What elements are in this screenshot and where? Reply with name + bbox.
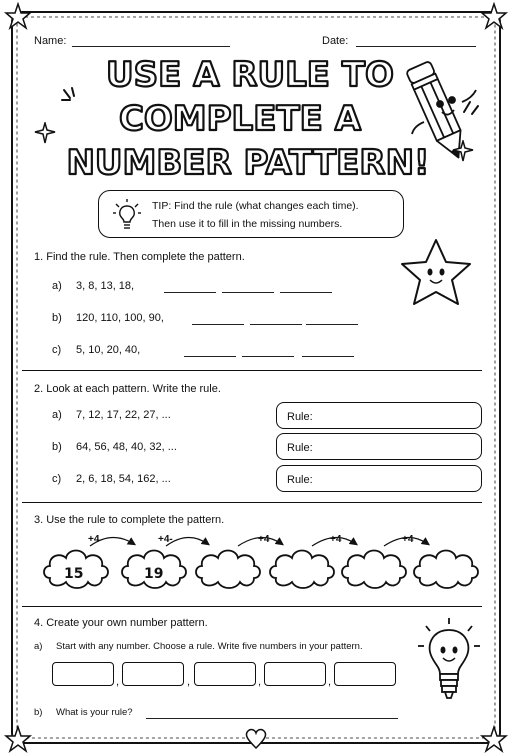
answer-blank[interactable] xyxy=(306,324,358,325)
corner-star-icon xyxy=(482,727,506,751)
step-label: +4 xyxy=(258,534,270,545)
answer-blank[interactable] xyxy=(280,292,332,293)
sparkle-icon xyxy=(452,140,474,162)
answer-blank[interactable] xyxy=(302,356,354,357)
step-label: +4 xyxy=(330,534,342,545)
sequence-text: 120, 110, 100, 90, xyxy=(76,312,164,324)
name-label: Name: xyxy=(34,35,67,47)
step-label: +4 xyxy=(402,534,414,545)
number-box[interactable] xyxy=(334,662,396,686)
sparkle-icon xyxy=(60,86,84,110)
title-line-2: COMPLETE A xyxy=(118,99,362,139)
number-box[interactable] xyxy=(264,662,326,686)
heart-icon xyxy=(246,730,265,748)
instruction-text: Start with any number. Choose a rule. Write five numbers in your pattern. xyxy=(56,641,363,652)
sequence-text: 64, 56, 48, 40, 32, ... xyxy=(76,441,177,453)
step-label: +4- xyxy=(158,534,173,545)
date-field[interactable] xyxy=(356,46,476,47)
star-character-icon xyxy=(396,236,476,310)
item-label: c) xyxy=(52,344,62,356)
question-text: What is your rule? xyxy=(56,707,133,718)
cloud-value: 15 xyxy=(64,566,84,582)
rule-answer-line[interactable] xyxy=(146,718,398,719)
item-label: a) xyxy=(52,280,62,292)
item-label: c) xyxy=(52,473,62,485)
item-label: b) xyxy=(52,441,62,453)
section-4-heading: 4. Create your own number pattern. xyxy=(34,617,208,629)
number-box[interactable] xyxy=(122,662,184,686)
corner-star-icon xyxy=(6,4,30,28)
rule-answer-box[interactable] xyxy=(276,433,482,460)
title-line-3: NUMBER PATTERN! xyxy=(66,143,430,180)
lightbulb-character-icon xyxy=(416,616,482,706)
cloud-value: 19 xyxy=(144,566,164,582)
worksheet-title xyxy=(60,50,430,180)
date-label: Date: xyxy=(322,35,349,47)
step-label: +4 xyxy=(88,534,100,545)
item-label: b) xyxy=(52,312,62,324)
comma: , xyxy=(328,676,332,688)
comma: , xyxy=(116,676,120,688)
answer-blank[interactable] xyxy=(164,292,216,293)
rule-label: Rule: xyxy=(287,411,313,423)
rule-answer-box[interactable] xyxy=(276,465,482,492)
item-label: a) xyxy=(52,409,62,421)
rule-label: Rule: xyxy=(287,474,313,486)
section-divider xyxy=(22,606,482,607)
tip-box xyxy=(98,190,404,238)
number-box[interactable] xyxy=(52,662,114,686)
comma: , xyxy=(187,676,191,688)
sequence-text: 2, 6, 18, 54, 162, ... xyxy=(76,473,171,485)
sparkle-icon xyxy=(34,122,56,144)
answer-blank[interactable] xyxy=(242,356,294,357)
corner-star-icon xyxy=(482,4,506,28)
sparkle-icon xyxy=(460,96,480,116)
section-divider xyxy=(22,370,482,371)
section-1-heading: 1. Find the rule. Then complete the pattern. xyxy=(34,251,245,263)
corner-star-icon xyxy=(6,727,30,751)
tip-line-2: Then use it to fill in the missing numbers. xyxy=(152,218,343,230)
sequence-text: 3, 8, 13, 18, xyxy=(76,280,135,292)
section-3-heading: 3. Use the rule to complete the pattern. xyxy=(34,514,225,526)
number-box[interactable] xyxy=(194,662,256,686)
answer-blank[interactable] xyxy=(184,356,236,357)
cloud-box[interactable] xyxy=(196,551,260,589)
cloud-box[interactable] xyxy=(270,551,334,589)
section-divider xyxy=(22,502,482,503)
comma: , xyxy=(258,676,262,688)
section-2-heading: 2. Look at each pattern. Write the rule. xyxy=(34,383,221,395)
item-label: a) xyxy=(34,641,43,652)
cloud-box[interactable] xyxy=(342,551,406,589)
item-label: b) xyxy=(34,707,43,718)
lightbulb-icon xyxy=(112,198,142,232)
sequence-text: 7, 12, 17, 22, 27, ... xyxy=(76,409,171,421)
answer-blank[interactable] xyxy=(192,324,244,325)
cloud-box[interactable] xyxy=(414,551,478,589)
answer-blank[interactable] xyxy=(222,292,274,293)
name-field[interactable] xyxy=(72,46,230,47)
rule-label: Rule: xyxy=(287,442,313,454)
answer-blank[interactable] xyxy=(250,324,302,325)
title-line-1: USE A RULE TO xyxy=(106,55,394,95)
sequence-text: 5, 10, 20, 40, xyxy=(76,344,141,356)
rule-answer-box[interactable] xyxy=(276,402,482,429)
tip-line-1: TIP: Find the rule (what changes each time). xyxy=(152,200,359,212)
